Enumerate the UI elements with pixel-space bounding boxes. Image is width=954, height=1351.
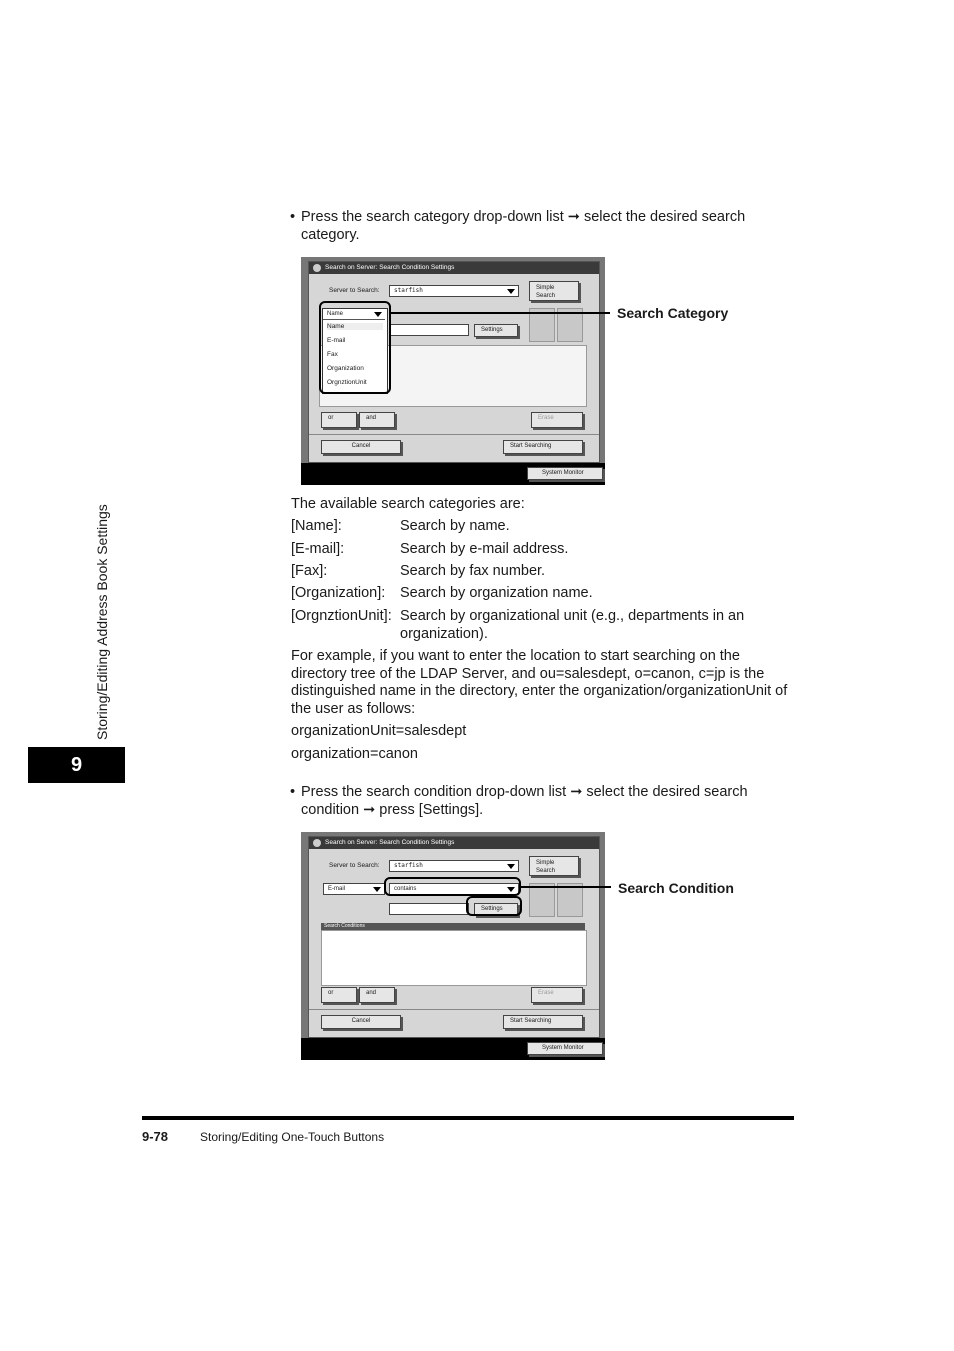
cat-desc-orgunit: Search by organizational unit (e.g., departments in an [400, 608, 745, 624]
cat-desc-name: Search by name. [400, 518, 510, 534]
cat-term-name: [Name]: [291, 518, 342, 534]
option-email[interactable]: E-mail [327, 337, 346, 344]
callout-line-condition [521, 886, 611, 888]
screen-status-bar [301, 1038, 605, 1060]
delete-button[interactable] [557, 883, 583, 917]
cat-term-email: [E-mail]: [291, 541, 345, 557]
categories-intro: The available search categories are: [291, 496, 525, 512]
erase-button[interactable]: Erase [531, 412, 583, 428]
system-monitor-button[interactable]: System Monitor [527, 1042, 603, 1055]
server-label: Server to Search: [329, 862, 380, 869]
simple-search-button[interactable]: Simple Search [529, 281, 579, 301]
screen-titlebar: Search on Server: Search Condition Settings [309, 262, 599, 274]
cat-term-fax: [Fax]: [291, 563, 328, 579]
example-code1: organizationUnit=salesdept [291, 723, 467, 739]
server-dropdown[interactable]: starfish [389, 285, 519, 297]
side-tab-title: Storing/Editing Address Book Settings [94, 504, 110, 740]
condition-dropdown[interactable]: contains [389, 883, 519, 895]
callout-line-category [390, 312, 610, 314]
step1-bullet: • [290, 209, 296, 225]
category-dropdown[interactable]: E-mail [323, 883, 385, 895]
settings-button[interactable]: Settings [474, 903, 518, 916]
screen-titlebar: Search on Server: Search Condition Settings [309, 837, 599, 849]
search-conditions-header: Search Conditions [321, 923, 585, 930]
screenshot-search-condition [301, 832, 605, 1060]
step1-line2: category. [301, 227, 360, 243]
server-label: Server to Search: [329, 287, 380, 294]
condition-input[interactable] [389, 324, 469, 336]
settings-button[interactable]: Settings [474, 324, 518, 337]
page-number: 9-78 [142, 1129, 169, 1144]
step1-line1: Press the search category drop-down list ➞ select the desired search [301, 209, 746, 225]
example-line3: distinguished name in the directory, enter the organization/organizationUnit of [291, 683, 788, 699]
footer-rule [142, 1116, 794, 1120]
and-button[interactable]: and [359, 987, 395, 1003]
and-button[interactable]: and [359, 412, 395, 428]
callout-search-category: Search Category [617, 305, 729, 321]
settings-highlight [466, 896, 522, 916]
simple-search-button[interactable]: Simple Search [529, 856, 579, 876]
server-dropdown[interactable]: starfish [389, 860, 519, 872]
step2-line2: condition ➞ press [Settings]. [301, 802, 484, 818]
or-button[interactable]: or [321, 412, 357, 428]
cat-desc-email: Search by e-mail address. [400, 541, 569, 557]
chapter-number-tab: 9 [28, 747, 125, 783]
erase-button[interactable]: Erase [531, 987, 583, 1003]
cancel-button[interactable]: Cancel [321, 1015, 401, 1029]
system-monitor-button[interactable]: System Monitor [527, 467, 603, 480]
or-button[interactable]: or [321, 987, 357, 1003]
cancel-button[interactable]: Cancel [321, 440, 401, 454]
example-code2: organization=canon [291, 746, 418, 762]
callout-search-condition: Search Condition [618, 880, 734, 896]
start-searching-button[interactable]: Start Searching [503, 1015, 583, 1029]
example-line4: the user as follows: [291, 701, 416, 717]
option-orgnztionunit[interactable]: OrgnztionUnit [327, 379, 367, 386]
option-name[interactable]: Name [327, 323, 383, 330]
step2-line1: Press the search condition drop-down list ➞ select the desired search [301, 784, 748, 800]
footer-title: Storing/Editing One-Touch Buttons [200, 1130, 385, 1144]
example-line2: directory tree of the LDAP Server, and ou=salesdept, o=canon, c=jp is the [291, 666, 765, 682]
step2-bullet: • [290, 784, 296, 800]
screen-icon [313, 264, 321, 272]
conditions-area [321, 930, 587, 986]
option-organization[interactable]: Organization [327, 365, 364, 372]
condition-highlight [384, 877, 521, 896]
condition-input[interactable] [389, 903, 469, 915]
example-line1: For example, if you want to enter the location to start searching on the [291, 648, 740, 664]
cat-desc-organization: Search by organization name. [400, 585, 593, 601]
cat-desc-fax: Search by fax number. [400, 563, 546, 579]
cat-term-orgunit: [OrgnztionUnit]: [291, 608, 392, 624]
category-dropdown[interactable]: Name [323, 309, 385, 320]
screen-icon [313, 839, 321, 847]
start-searching-button[interactable]: Start Searching [503, 440, 583, 454]
screen-status-bar [301, 463, 605, 485]
cat-term-organization: [Organization]: [291, 585, 386, 601]
option-fax[interactable]: Fax [327, 351, 338, 358]
cat-desc-orgunit-2: organization). [400, 626, 488, 642]
add-button[interactable] [529, 883, 555, 917]
category-highlight [319, 301, 391, 394]
